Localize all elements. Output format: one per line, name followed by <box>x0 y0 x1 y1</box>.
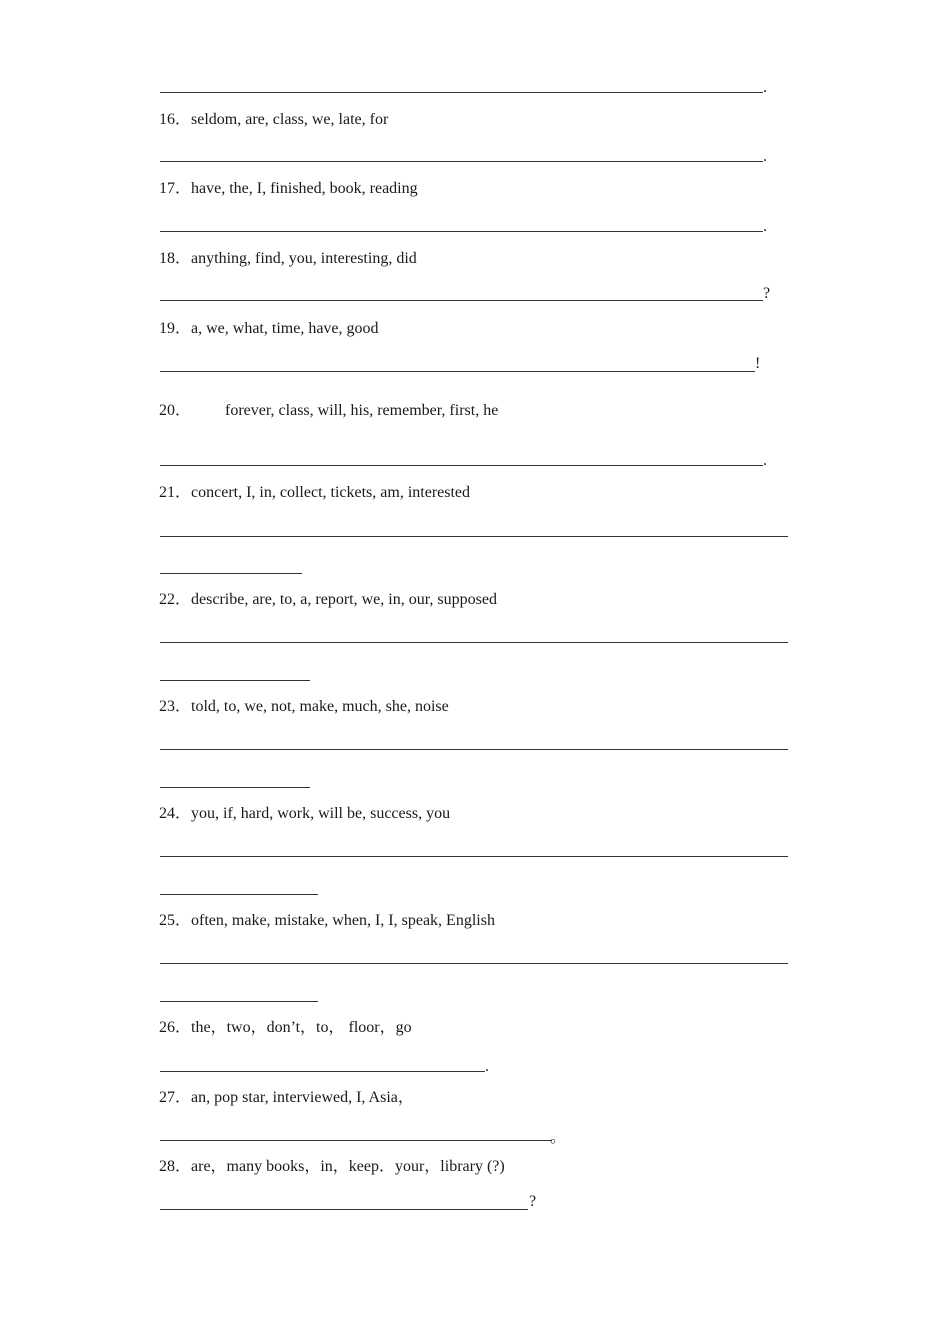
question-number: 16． <box>159 111 192 128</box>
answer-line-18[interactable] <box>160 300 763 301</box>
question-words: told, to, we, not, make, much, she, noise <box>191 698 449 715</box>
answer-line-23a[interactable] <box>160 749 788 750</box>
question-words: seldom, are, class, we, late, for <box>191 111 389 128</box>
question-number: 23． <box>159 698 192 715</box>
question-number: 19． <box>159 320 192 337</box>
end-punctuation-top: . <box>763 79 767 96</box>
question-27 <box>159 1088 414 1108</box>
question-17 <box>159 179 418 199</box>
end-punctuation-28: ? <box>529 1193 537 1210</box>
end-punctuation-19: ! <box>755 355 761 372</box>
answer-line-22b[interactable] <box>160 680 310 681</box>
answer-line-17[interactable] <box>160 231 763 232</box>
answer-line-25a[interactable] <box>160 963 788 964</box>
question-words: are，many books，in，keep．your，library (?) <box>191 1158 505 1175</box>
question-words: the，two，don’t，to， floor，go <box>191 1019 412 1036</box>
question-21 <box>159 483 470 503</box>
question-22 <box>159 590 497 610</box>
end-punctuation-20: . <box>763 452 767 469</box>
question-words: anything, find, you, interesting, did <box>191 250 417 267</box>
end-punctuation-16: . <box>763 148 767 165</box>
answer-line-20[interactable] <box>160 465 763 466</box>
answer-line-24b[interactable] <box>160 894 318 895</box>
question-19 <box>159 319 379 339</box>
question-words: have, the, I, finished, book, reading <box>191 180 418 197</box>
question-words: a, we, what, time, have, good <box>191 320 379 337</box>
question-words: concert, I, in, collect, tickets, am, interested <box>191 484 471 501</box>
question-number: 25． <box>159 912 192 929</box>
question-words: forever, class, will, his, remember, first, he <box>225 402 499 419</box>
question-number: 27． <box>159 1089 192 1106</box>
answer-line-27[interactable] <box>160 1140 552 1141</box>
end-punctuation-17: . <box>763 218 767 235</box>
question-25 <box>159 911 495 931</box>
answer-line-28[interactable] <box>160 1209 528 1210</box>
question-18 <box>159 249 417 269</box>
question-words: often, make, mistake, when, I, I, speak, English <box>191 912 495 929</box>
question-number: 22． <box>159 591 192 608</box>
question-number: 28． <box>159 1158 192 1175</box>
answer-line-23b[interactable] <box>160 787 310 788</box>
question-words: describe, are, to, a, report, we, in, our, supposed <box>191 591 497 608</box>
question-24 <box>159 804 450 824</box>
answer-line-26[interactable] <box>160 1071 485 1072</box>
answer-line-21b[interactable] <box>160 573 302 574</box>
question-words: you, if, hard, work, will be, success, you <box>191 805 451 822</box>
end-punctuation-18: ? <box>763 285 771 302</box>
question-number: 17． <box>159 180 192 197</box>
end-punctuation-26: . <box>485 1058 489 1075</box>
answer-line-21a[interactable] <box>160 536 788 537</box>
question-20 <box>159 401 498 421</box>
question-number: 21． <box>159 484 192 501</box>
question-26 <box>159 1018 412 1038</box>
question-number: 18． <box>159 250 192 267</box>
question-23 <box>159 697 449 717</box>
answer-line-24a[interactable] <box>160 856 788 857</box>
question-number: 20． <box>159 402 192 419</box>
answer-line-19[interactable] <box>160 371 755 372</box>
question-number: 26． <box>159 1019 192 1036</box>
question-number: 24． <box>159 805 192 822</box>
answer-line-top[interactable] <box>160 92 763 93</box>
answer-line-22a[interactable] <box>160 642 788 643</box>
end-punctuation-27: 。 <box>550 1129 567 1146</box>
question-28 <box>159 1157 505 1177</box>
question-words: an, pop star, interviewed, I, Asia， <box>191 1089 414 1106</box>
answer-line-25b[interactable] <box>160 1001 318 1002</box>
question-16 <box>159 110 388 130</box>
answer-line-16[interactable] <box>160 161 763 162</box>
